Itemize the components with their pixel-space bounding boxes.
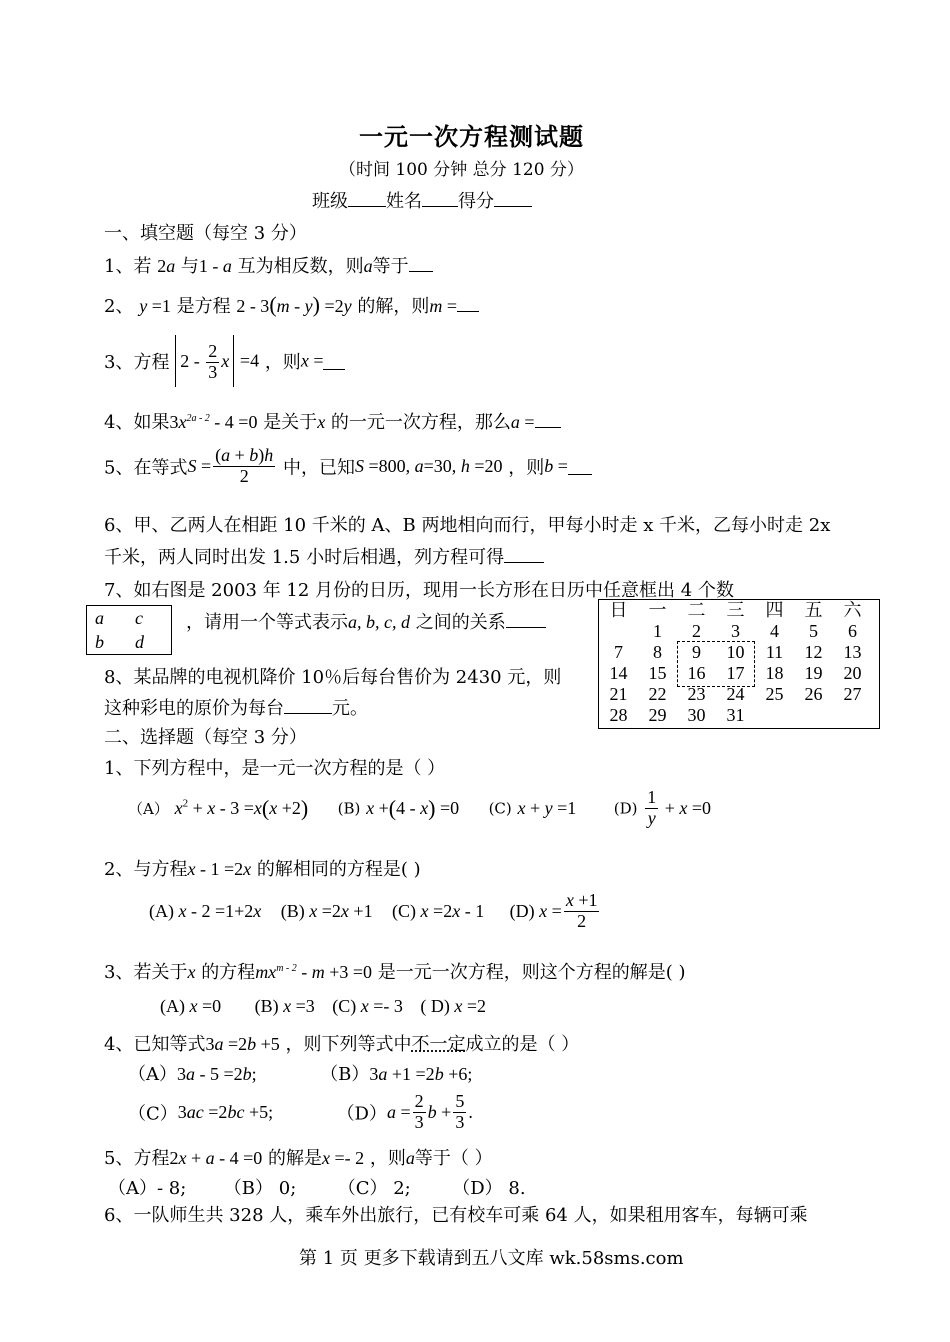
calendar-row <box>599 705 872 726</box>
answer-blank <box>568 458 592 475</box>
class-blank <box>348 190 386 207</box>
q-text: 中，已知 <box>283 457 355 479</box>
q-text: 4、已知等式 <box>104 1034 206 1055</box>
option-label: （B） <box>320 1064 370 1085</box>
option-label: （D） 8. <box>452 1178 526 1199</box>
calendar-header: 三 <box>726 600 745 620</box>
answer-blank <box>535 411 561 428</box>
calendar-cell: 7 <box>614 642 623 662</box>
option-label: (A) <box>149 900 174 921</box>
q-text: 的解是 <box>268 1148 322 1169</box>
q-text: 之间的关系 <box>415 612 506 633</box>
student-info-line <box>312 187 532 213</box>
q-text: ，则 <box>508 457 545 479</box>
calendar-cell: 22 <box>648 684 667 704</box>
calendar-cell: 10 <box>726 642 745 662</box>
s2-question-2-options: (A) x - 2 =1+2x (B) x =2x +1 (C) x =2x - 1 (D) x = $\frac{x +1}{2}$ <box>149 890 598 931</box>
q-text: 等于 <box>372 256 409 277</box>
option-label: （A） <box>128 1064 177 1085</box>
answer-blank <box>504 546 544 563</box>
q-text: 是关于 <box>263 412 318 433</box>
calendar-cell: 19 <box>804 663 823 683</box>
q-text: 千米，两人同时出发 1.5 小时后相遇，列方程可得 <box>104 547 505 568</box>
section1-heading: 一、填空题（每空 3 分） <box>104 223 307 244</box>
q-text: 3、方程 <box>104 352 170 373</box>
calendar-cell <box>755 705 794 726</box>
calendar-row <box>599 684 872 705</box>
s1-question-4: 4、如果$3x^{2a - 2} - 4 =0$ 是关于x 的一元一次方程，那么a = <box>104 408 561 434</box>
q-text: 成立的是（ ） <box>465 1034 580 1055</box>
q-text: ，则 <box>264 352 301 373</box>
s1-question-6-line1: 6、甲、乙两人在相距 10 千米的 A、B 两地相向而行，甲每小时走 x 千米，乙每小时走 2x <box>104 515 831 536</box>
option-label: (B) <box>254 996 279 1016</box>
calendar-cell: 27 <box>843 684 862 704</box>
s1-question-7-line2: ，请用一个等式表示a, b, c, d 之间的关系 <box>186 608 546 634</box>
option-label: （A）- 8; <box>108 1178 187 1199</box>
q-text: ，则下列等式中 <box>285 1034 412 1055</box>
option-label: (B) <box>337 799 361 818</box>
q-text: 等于（ ） <box>414 1148 493 1169</box>
q-text: ，则 <box>369 1148 406 1169</box>
s1-question-3: 3、方程 2 - $\frac{2}{3}$ x =4 ，则x = <box>104 335 345 387</box>
calendar-cell: 20 <box>843 663 862 683</box>
answer-blank <box>323 353 345 370</box>
calendar-cell: 15 <box>648 663 667 683</box>
score-blank <box>494 190 532 207</box>
abcd-box <box>86 605 172 655</box>
q-text: 2、 <box>104 296 134 317</box>
name-blank <box>422 190 458 207</box>
q-text: 的一元一次方程，那么 <box>330 412 511 433</box>
calendar-cell <box>833 705 872 726</box>
calendar-cell: 30 <box>687 705 706 725</box>
option-label: ( D) <box>420 996 450 1016</box>
calendar-cell: 31 <box>726 705 745 725</box>
calendar-cell: 17 <box>726 663 745 683</box>
s2-question-3: 3、若关于x 的方程$mx^{m - 2} - m +3 =0$ 是一元一次方程，则这个方程的解是( ) <box>104 962 686 983</box>
calendar-header: 五 <box>804 600 823 620</box>
calendar-cell: 8 <box>653 642 662 662</box>
calendar-selection-frame <box>677 641 755 687</box>
calendar-cell <box>794 705 833 726</box>
q-text: ，请用一个等式表示 <box>186 612 348 633</box>
calendar-cell: 6 <box>848 621 857 641</box>
q-text: 1、若 <box>104 256 152 277</box>
page-title: 一元一次方程测试题 <box>359 122 584 151</box>
s2-question-1-options: （A） $x^2 + x - 3 =x(x +2)$ (B) x +(4 - x) =0 (C) x + y =1 (D) $\frac{1}{y}$ + x =0 <box>128 787 712 828</box>
s1-question-1: 1、若 2a 与1 - a 互为相反数，则a等于 <box>104 252 433 278</box>
calendar-cell: 9 <box>692 642 701 662</box>
calendar-header: 二 <box>687 600 706 620</box>
box-d: d <box>135 632 144 652</box>
calendar-cell: 24 <box>726 684 745 704</box>
class-label: 班级 <box>312 191 348 212</box>
s2-question-2: 2、与方程x - 1 =2x 的解相同的方程是( ) <box>104 859 421 880</box>
q-text: 互为相反数，则 <box>237 256 364 277</box>
calendar-cell: 12 <box>804 642 823 662</box>
calendar-cell: 1 <box>653 621 662 641</box>
option-label: (A) <box>160 996 185 1016</box>
s1-question-6-line2 <box>104 543 544 569</box>
calendar-cell: 14 <box>609 663 628 683</box>
calendar-header-row <box>599 600 872 621</box>
q-text: 的解相同的方程是( ) <box>256 859 421 880</box>
s2-question-4-options-ab: （A）3a - 5 =2b; （B）3a +1 =2b +6; <box>128 1064 473 1085</box>
calendar-cell: 2 <box>692 621 701 641</box>
answer-blank <box>457 295 479 312</box>
name-label: 姓名 <box>386 191 422 212</box>
option-label: （C） 2; <box>337 1178 411 1199</box>
option-label: （B） 0; <box>223 1178 297 1199</box>
option-label: (D) <box>613 799 638 818</box>
q-text: 的解，则 <box>357 296 430 317</box>
calendar-cell: 4 <box>770 621 779 641</box>
option-label: (D) <box>509 900 535 921</box>
q-text: 4、如果 <box>104 412 170 433</box>
calendar-row <box>599 621 872 642</box>
calendar-cell: 13 <box>843 642 862 662</box>
box-b: b <box>95 632 104 652</box>
answer-blank <box>409 255 433 272</box>
score-label: 得分 <box>458 191 494 212</box>
s2-question-5: 5、方程2x + a - 4 =0 的解是x =- 2 ，则a等于（ ） <box>104 1148 493 1169</box>
s2-question-4: 4、已知等式3a =2b +5 ，则下列等式中不一定成立的是（ ） <box>104 1034 580 1055</box>
box-c: c <box>135 608 143 628</box>
q-text: 3、若关于 <box>104 962 188 983</box>
q-text: 5、方程 <box>104 1148 170 1169</box>
q-text: 是方程 <box>176 296 231 317</box>
calendar-header: 日 <box>609 600 628 620</box>
calendar-cell: 26 <box>804 684 823 704</box>
q-text: 2、与方程 <box>104 859 188 880</box>
calendar-cell: 25 <box>765 684 784 704</box>
s2-question-6-line1: 6、一队师生共 328 人，乘车外出旅行，已有校车可乘 64 人，如果租用客车，每辆可乘 <box>104 1205 808 1226</box>
s1-question-5: 5、在等式S = $\frac{(a + b)h}{2}$ 中，已知S =800, a=30, h =20 ，则b = <box>104 446 592 487</box>
q-text: 的方程 <box>201 962 256 983</box>
s2-question-5-options <box>108 1174 526 1200</box>
q-text: 与 <box>180 256 199 277</box>
option-label: (C) <box>392 900 417 921</box>
q-text: 5、在等式 <box>104 457 188 479</box>
calendar-cell: 16 <box>687 663 706 683</box>
s1-question-8-line2 <box>104 694 368 720</box>
s1-question-2: 2、 y =1 是方程 2 - 3(m - y) =2y 的解，则m = <box>104 292 479 318</box>
calendar-cell: 28 <box>609 705 628 725</box>
s1-question-7-line1: 7、如右图是 2003 年 12 月份的日历，现用一长方形在日历中任意框出 4 个数 <box>104 580 734 601</box>
calendar-header: 六 <box>843 600 862 620</box>
calendar <box>598 599 880 729</box>
calendar-cell: 11 <box>765 642 784 662</box>
answer-blank <box>284 697 332 714</box>
box-a: a <box>95 608 104 628</box>
page-footer: 第 1 页 更多下载请到五八文库 wk.58sms.com <box>299 1248 684 1269</box>
s2-question-4-options-cd: （C）3ac =2bc +5; （D）a = $\frac{2}{3}$ b + $\frac{5}{3}$ . <box>128 1091 473 1132</box>
s2-question-3-options: (A) x =0 (B) x =3 (C) x =- 3 ( D) x =2 <box>160 996 487 1016</box>
subtitle: （时间 100 分钟 总分 120 分） <box>339 160 584 180</box>
calendar-cell: 21 <box>609 684 628 704</box>
option-label: (C) <box>332 996 357 1016</box>
answer-blank <box>506 611 546 628</box>
q-text: 元。 <box>332 698 368 719</box>
calendar-cell: 5 <box>809 621 818 641</box>
calendar-cell: 18 <box>765 663 784 683</box>
section2-heading: 二、选择题（每空 3 分） <box>104 727 307 748</box>
emphasis-text: 不一定 <box>411 1034 466 1055</box>
option-label: (B) <box>280 900 305 921</box>
calendar-header: 四 <box>765 600 784 620</box>
calendar-cell: 23 <box>687 684 706 704</box>
s2-question-1: 1、下列方程中，是一元一次方程的是（ ） <box>104 758 446 779</box>
calendar-cell <box>599 621 638 642</box>
q-text: 是一元一次方程，则这个方程的解是( ) <box>377 962 686 983</box>
option-label: （C） <box>128 1103 178 1125</box>
calendar-cell: 3 <box>731 621 740 641</box>
s1-question-8-line1: 8、某品牌的电视机降价 10％后每台售价为 2430 元，则 <box>104 667 562 688</box>
q-text: 这种彩电的原价为每台 <box>104 698 284 719</box>
calendar-cell: 29 <box>648 705 667 725</box>
calendar-header: 一 <box>648 600 667 620</box>
option-label: （A） <box>128 799 169 818</box>
option-label: （D） <box>336 1103 387 1125</box>
option-label: (C) <box>488 799 512 818</box>
abs-expression: 2 - $\frac{2}{3}$ x <box>175 335 234 387</box>
